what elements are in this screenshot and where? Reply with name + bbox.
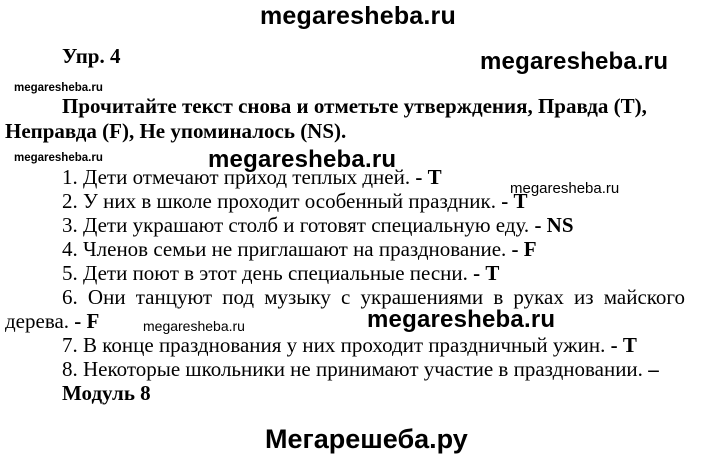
statement-answer: - NS	[534, 213, 574, 237]
list-item	[62, 237, 537, 262]
statement-text: 2. У них в школе проходит особенный праздник.	[62, 189, 496, 213]
statement-answer: - F	[511, 237, 537, 261]
instruction-line-1: Прочитайте текст снова и отметьте утверждения, Правда (T),	[62, 94, 647, 118]
statement-text: 5. Дети поют в этот день специальные песни.	[62, 261, 468, 285]
watermark-footer: Мегарешеба.ру	[265, 424, 468, 454]
watermark-small-1: megaresheba.ru	[14, 82, 103, 94]
statement-answer: - T	[473, 261, 500, 285]
module-label: Модуль 8	[62, 381, 151, 405]
list-item	[62, 213, 574, 238]
list-item	[62, 165, 442, 190]
statement-text: 3. Дети украшают столб и готовят специальную еду.	[62, 213, 530, 237]
statement-answer: - T	[501, 189, 528, 213]
list-item	[62, 357, 659, 382]
statement-answer: - T	[415, 165, 442, 189]
watermark-top: megaresheba.ru	[260, 2, 456, 30]
watermark-small-2: megaresheba.ru	[14, 152, 103, 164]
watermark-small-3: megaresheba.ru	[510, 180, 620, 197]
exercise-title: Упр. 4	[62, 44, 121, 68]
list-item	[62, 333, 637, 358]
statement-answer: –	[648, 357, 659, 381]
statement-text: 4. Членов семьи не приглашают на празднование.	[62, 237, 507, 261]
instruction-line-2: Неправда (F), Не упоминалось (NS).	[5, 119, 347, 143]
watermark-center-2: megaresheba.ru	[367, 306, 556, 333]
statement-text-line-1: 6. Они танцуют под музыку с украшениями в руках из майского	[62, 285, 685, 309]
statement-answer: - F	[74, 309, 100, 333]
statement-text-line-2: дерева.	[5, 309, 70, 333]
list-item	[62, 261, 499, 286]
list-item	[5, 309, 99, 334]
list-item	[62, 189, 528, 214]
watermark-right-top: megaresheba.ru	[480, 48, 669, 75]
watermark-center-1: megaresheba.ru	[208, 146, 397, 173]
statement-text: 7. В конце празднования у них проходит праздничный ужин.	[62, 333, 606, 357]
watermark-small-4: megaresheba.ru	[143, 318, 245, 334]
statement-text: 1. Дети отмечают приход теплых дней.	[62, 165, 411, 189]
statement-answer: - T	[610, 333, 637, 357]
statement-text: 8. Некоторые школьники не принимают участие в праздновании.	[62, 357, 643, 381]
